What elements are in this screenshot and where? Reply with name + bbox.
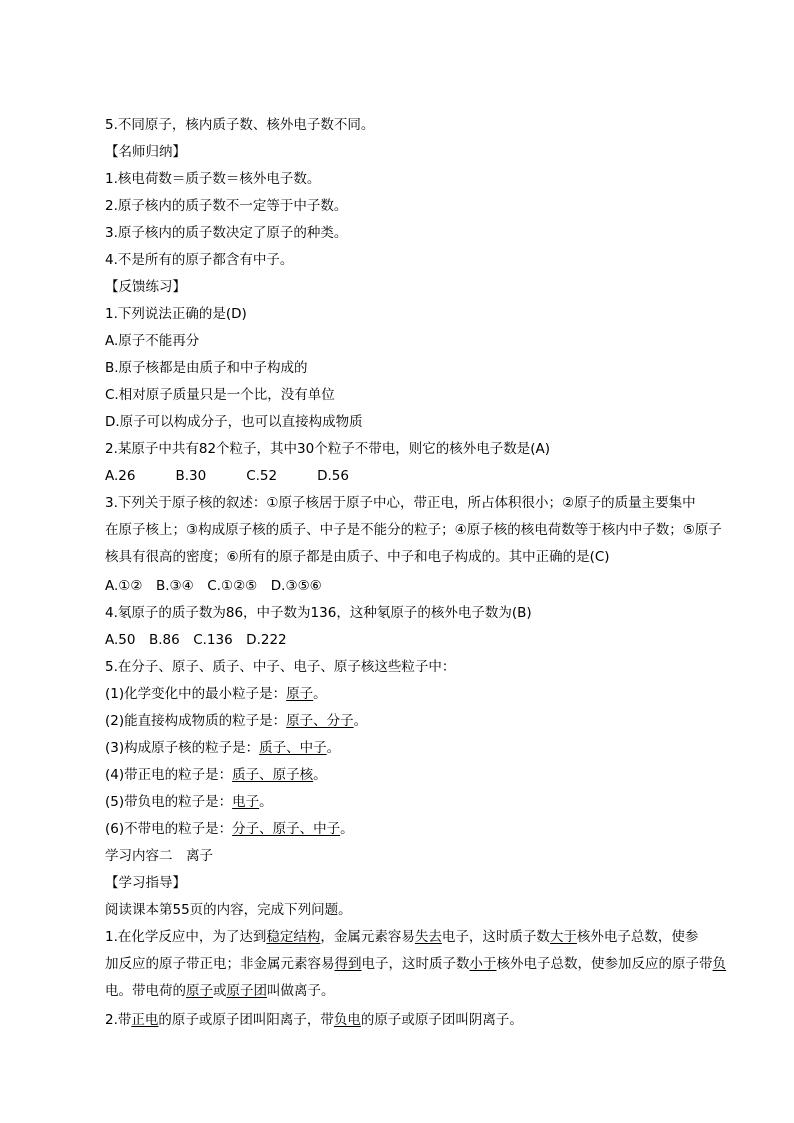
question: 在原子核上；③构成原子核的质子、中子是不能分的粒子；④原子核的核电荷数等于核内中子数；⑤原子	[105, 522, 722, 538]
punct: 。	[259, 794, 273, 810]
section-heading: 【名师归纳】	[105, 144, 186, 160]
question: 1.下列说法正确的是(D)	[105, 306, 247, 322]
text-line: 5.不同原子，核内质子数、核外电子数不同。	[105, 117, 375, 133]
text: 2.带	[105, 1012, 132, 1028]
answer: 原子团	[226, 983, 267, 999]
sub-question	[105, 685, 705, 703]
text-line	[105, 928, 705, 946]
answer: 大于	[549, 929, 577, 945]
options-row: A.①② B.③④ C.①②⑤ D.③⑤⑥	[105, 578, 322, 594]
sub-question	[105, 820, 705, 838]
answer: 原子	[186, 983, 213, 999]
punct: 。	[313, 767, 327, 783]
answer: 负电	[333, 1012, 361, 1028]
answer: 得到	[334, 956, 362, 972]
answer: 原子、分子	[286, 713, 354, 729]
answer: 小于	[469, 956, 497, 972]
punct: 。	[313, 686, 327, 702]
text: 的原子或原子团叫阴离子。	[360, 1012, 523, 1028]
text: 核外电子总数，使参	[576, 929, 699, 945]
text: ，金属元素容易	[320, 929, 415, 945]
text: 电。带电荷的	[105, 983, 186, 999]
punct: 。	[340, 821, 354, 837]
answer: 分子、原子、中子	[232, 821, 341, 837]
question: 3.下列关于原子核的叙述：①原子核居于原子中心，带正电，所占体积很小；②原子的质量主要集中	[105, 495, 696, 511]
question: 2.某原子中共有82个粒子，其中30个粒子不带电，则它的核外电子数是(A)	[105, 441, 551, 457]
option: B.原子核都是由质子和中子构成的	[105, 360, 308, 376]
prompt: (2)能直接构成物质的粒子是：	[105, 713, 287, 729]
option: D.原子可以构成分子，也可以直接构成物质	[105, 414, 363, 430]
text: 电子，这时质子数	[361, 956, 470, 972]
options-row: A.50 B.86 C.136 D.222	[105, 632, 287, 648]
options-row	[105, 467, 705, 485]
question: 5.在分子、原子、质子、中子、电子、原子核这些粒子中：	[105, 659, 456, 675]
text: 加反应的原子带正电；非金属元素容易	[105, 956, 335, 972]
prompt: (5)带负电的粒子是：	[105, 794, 233, 810]
text-line: 2.原子核内的质子数不一定等于中子数。	[105, 198, 348, 214]
question: 核具有很高的密度；⑥所有的原子都是由质子、中子和电子构成的。其中正确的是(C)	[105, 549, 610, 565]
text: 或	[213, 983, 227, 999]
prompt: (6)不带电的粒子是：	[105, 821, 233, 837]
answer: 质子、原子核	[232, 767, 314, 783]
option: A.26	[105, 468, 136, 484]
text-line: 1.核电荷数＝质子数＝核外电子数。	[105, 171, 321, 187]
option: C.相对原子质量只是一个比，没有单位	[105, 387, 335, 403]
text-line	[105, 982, 705, 1000]
sub-question	[105, 793, 705, 811]
answer: 电子	[232, 794, 260, 810]
text-line: 4.不是所有的原子都含有中子。	[105, 252, 294, 268]
option: D.56	[317, 468, 349, 484]
sub-question	[105, 766, 705, 784]
text: 的原子或原子团叫阳离子，带	[158, 1012, 334, 1028]
sub-question	[105, 712, 705, 730]
answer: 质子、中子	[259, 740, 327, 756]
answer: 原子	[286, 686, 314, 702]
answer: 失去	[414, 929, 442, 945]
answer: 负	[712, 956, 726, 972]
sub-question	[105, 739, 705, 757]
section-heading: 【反馈练习】	[105, 279, 186, 295]
prompt: (3)构成原子核的粒子是：	[105, 740, 260, 756]
question: 4.氡原子的质子数为86，中子数为136，这种氡原子的核外电子数为(B)	[105, 605, 532, 621]
text-line	[105, 1011, 705, 1029]
option: B.30	[175, 468, 207, 484]
answer: 正电	[131, 1012, 159, 1028]
section-title: 学习内容二 离子	[105, 848, 213, 864]
text: 1.在化学反应中，为了达到	[105, 929, 267, 945]
text: 叫做离子。	[267, 983, 335, 999]
option: A.原子不能再分	[105, 333, 200, 349]
prompt: (4)带正电的粒子是：	[105, 767, 233, 783]
text-line	[105, 955, 726, 973]
text-line: 阅读课本第55页的内容，完成下列问题。	[105, 902, 352, 918]
text: 电子，这时质子数	[441, 929, 550, 945]
option: C.52	[246, 468, 278, 484]
section-heading: 【学习指导】	[105, 875, 186, 891]
text-line: 3.原子核内的质子数决定了原子的种类。	[105, 225, 348, 241]
text: 核外电子总数，使参加反应的原子带	[496, 956, 713, 972]
punct: 。	[353, 713, 368, 729]
prompt: (1)化学变化中的最小粒子是：	[105, 686, 287, 702]
punct: 。	[326, 740, 341, 756]
answer: 稳定结构	[266, 929, 321, 945]
